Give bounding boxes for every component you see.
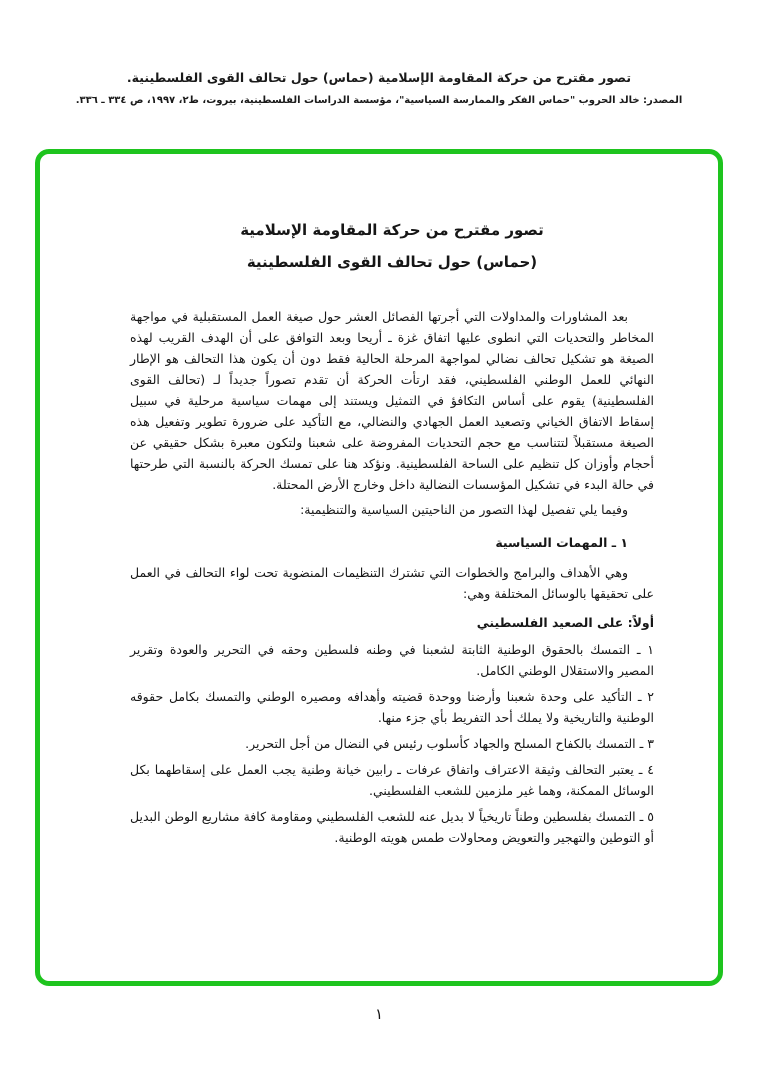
list-item-2: ٢ ـ التأكيد على وحدة شعبنا وأرضنا ووحدة قضيته وأهدافه ومصيره الوطني والتمسك بكامل حقوقه الوطنية والتاريخية ولا يملك أحد التفريط بأي جزء منها. (130, 689, 654, 725)
section-1-heading: ١ ـ المهمات السياسية (495, 535, 628, 550)
list-item-5: ٥ ـ التمسك بفلسطين وطناً تاريخياً لا بديل عنه للشعب الفلسطيني ومقاومة كافة مشاريع الوطن البديل أو التوطين والتهجير والتعويض ومحاولات طمس هويته الوطنية. (130, 809, 654, 845)
caption-title: تصور مقترح من حركة المقاومة الإسلامية (حماس) حول تحالف القوى الفلسطينية. (126, 70, 632, 85)
list-item-1: ١ ـ التمسك بالحقوق الوطنية الثابتة لشعبنا في وطنه فلسطين وحقه في التحرير والعودة وتقرير المصير والاستقلال الوطني الكامل. (130, 642, 654, 678)
document-title-line1: تصور مقترح من حركة المقاومة الإسلامية (240, 221, 544, 239)
list-item-3: ٣ ـ التمسك بالكفاح المسلح والجهاد كأسلوب رئيس في النضال من أجل التحرير. (245, 736, 654, 751)
transition-paragraph: وفيما يلي تفصيل لهذا التصور من الناحيتين السياسية والتنظيمية: (300, 502, 628, 517)
caption-source: المصدر: خالد الحروب "حماس الفكر والممارسة السياسية"، مؤسسة الدراسات الفلسطينية، بيروت، ط٢، ١٩٩٧، ص ٣٣٤ ـ ٣٣٦. (75, 95, 683, 106)
subsection-1-heading: أولاً: على الصعيد الفلسطيني (476, 615, 654, 630)
document-content (40, 154, 718, 848)
section-1-intro: وهي الأهداف والبرامج والخطوات التي تشترك التنظيمات المنضوية تحت لواء التحالف في العمل على تحقيقها بالوسائل المختلفة وهي: (130, 565, 654, 601)
document-title-line2: (حماس) حول تحالف القوى الفلسطينية (246, 253, 538, 271)
document-frame (35, 149, 723, 986)
page-number: ١ (374, 1005, 384, 1023)
document-title (130, 214, 654, 278)
intro-paragraph: بعد المشاورات والمداولات التي أجرتها الفصائل العشر حول صيغة العمل المستقبلية في مواجهة المخاطر والتحديات التي انطوى عليها اتفاق غزة ـ أريحا وبعد التوافق على أن الهدف القريب لهذه الصيغة هو تشكيل تحالف نضالي لمواجهة المرحلة الحالية فقط دون أن يكون هذا التحالف هو الإطار النهائي للعمل الوطني الفلسطيني، فقد ارتأت الحركة أن تقدم تصوراً جديداً لـ (تحالف القوى الفلسطينية) يقوم على أساس التكافؤ في التمثيل ويستند إلى مهمات سياسية مرحلية في سبيل إسقاط الاتفاق الخياني وتصعيد العمل الجهادي والنضالي، مع التأكيد على ضرورة تطوير وتفعيل هذه الصيغة مستقبلاً لتتناسب مع حجم التحديات المفروضة على شعبنا ولتكون معبرة بشكل حقيقي عن أحجام وأوزان كل تنظيم على الساحة الفلسطينية. ونؤكد هنا على تمسك الحركة بالنسبة التي طرحتها في حالة البدء في تشكيل المؤسسات النضالية داخل وخارج الأرض المحتلة. (130, 309, 654, 492)
list-item-4: ٤ ـ يعتبر التحالف وثيقة الاعتراف واتفاق عرفات ـ رابين خيانة وطنية يجب العمل على إسقاطهما بكل الوسائل الممكنة، وهما غير ملزمين للشعب الفلسطيني. (130, 762, 654, 798)
page-caption (0, 70, 758, 106)
